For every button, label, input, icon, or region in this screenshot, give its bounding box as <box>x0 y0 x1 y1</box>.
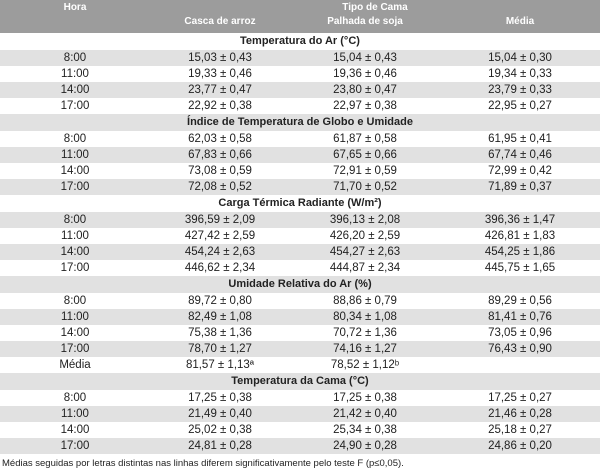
cell-casca-de-arroz: 22,92 ± 0,38 <box>188 100 252 112</box>
cell-hora: 8:00 <box>63 214 87 226</box>
cell-hora: 14:00 <box>60 424 90 436</box>
cell-casca-de-arroz: 21,49 ± 0,40 <box>188 408 252 420</box>
header-tipo-de-cama: Tipo de Cama <box>342 2 408 13</box>
cell-palhada-de-soja: 72,91 ± 0,59 <box>333 165 397 177</box>
table-row <box>0 131 600 147</box>
table-row <box>0 341 600 357</box>
cell-palhada-de-soja: 19,36 ± 0,46 <box>333 68 397 80</box>
cell-casca-de-arroz: 62,03 ± 0,58 <box>188 133 252 145</box>
cell-hora: 14:00 <box>60 327 90 339</box>
cell-media: 23,79 ± 0,33 <box>488 84 552 96</box>
cell-casca-de-arroz: 17,25 ± 0,38 <box>188 392 252 404</box>
table-row <box>0 228 600 244</box>
table-row <box>0 50 600 66</box>
cell-palhada-de-soja: 426,20 ± 2,59 <box>329 230 401 242</box>
table-row <box>0 438 600 454</box>
cell-casca-de-arroz: 89,72 ± 0,80 <box>188 295 252 307</box>
cell-palhada-de-soja: 70,72 ± 1,36 <box>333 327 397 339</box>
cell-palhada-de-soja: 67,65 ± 0,66 <box>333 149 397 161</box>
table-row <box>0 212 600 228</box>
cell-hora: 11:00 <box>61 68 89 80</box>
cell-media: 76,43 ± 0,90 <box>488 343 552 355</box>
cell-media: 71,89 ± 0,37 <box>488 181 552 193</box>
cell-hora: 8:00 <box>63 295 87 307</box>
cell-hora: 17:00 <box>60 343 90 355</box>
cell-casca-de-arroz: 15,03 ± 0,43 <box>188 52 252 64</box>
cell-hora: 17:00 <box>60 181 90 193</box>
cell-media: 445,75 ± 1,65 <box>484 262 556 274</box>
table-body <box>0 33 600 454</box>
cell-media: 61,95 ± 0,41 <box>488 133 552 145</box>
cell-media: 426,81 ± 1,83 <box>484 230 556 242</box>
cell-hora: 11:00 <box>61 230 89 242</box>
cell-hora: 8:00 <box>63 392 87 404</box>
cell-media: 24,86 ± 0,20 <box>488 440 552 452</box>
table-row <box>0 163 600 179</box>
cell-media: 21,46 ± 0,28 <box>488 408 552 420</box>
cell-palhada-de-soja: 88,86 ± 0,79 <box>333 295 397 307</box>
cell-palhada-de-soja: 61,87 ± 0,58 <box>333 133 397 145</box>
cell-media: 15,04 ± 0,30 <box>488 52 552 64</box>
table-row <box>0 260 600 276</box>
table-row <box>0 390 600 406</box>
cell-palhada-de-soja: 78,52 ± 1,12ᵇ <box>330 359 400 371</box>
cell-casca-de-arroz: 73,08 ± 0,59 <box>188 165 252 177</box>
table-row <box>0 179 600 195</box>
table-row <box>0 293 600 309</box>
cell-hora: 17:00 <box>60 262 90 274</box>
cell-media: 89,29 ± 0,56 <box>488 295 552 307</box>
table-row <box>0 357 600 373</box>
cell-casca-de-arroz: 78,70 ± 1,27 <box>188 343 252 355</box>
table-row <box>0 98 600 114</box>
cell-casca-de-arroz: 75,38 ± 1,36 <box>188 327 252 339</box>
section-title: Temperatura do Ar (°C) <box>240 35 360 47</box>
cell-palhada-de-soja: 22,97 ± 0,38 <box>333 100 397 112</box>
header-palhada-de-soja: Palhada de soja <box>327 16 403 27</box>
cell-casca-de-arroz: 82,49 ± 1,08 <box>188 311 252 323</box>
cell-media: 454,25 ± 1,86 <box>484 246 556 258</box>
table-row <box>0 325 600 341</box>
cell-casca-de-arroz: 25,02 ± 0,38 <box>188 424 252 436</box>
cell-hora: Média <box>59 359 91 371</box>
cell-casca-de-arroz: 67,83 ± 0,66 <box>188 149 252 161</box>
cell-hora: 14:00 <box>60 165 90 177</box>
cell-media: 81,41 ± 0,76 <box>488 311 552 323</box>
cell-casca-de-arroz: 396,59 ± 2,09 <box>184 214 256 226</box>
cell-hora: 11:00 <box>61 311 89 323</box>
cell-casca-de-arroz: 427,42 ± 2,59 <box>184 230 256 242</box>
cell-palhada-de-soja: 444,87 ± 2,34 <box>329 262 401 274</box>
cell-hora: 8:00 <box>63 52 87 64</box>
table-row <box>0 422 600 438</box>
section-title: Índice de Temperatura de Globo e Umidade <box>0 114 600 131</box>
cell-palhada-de-soja: 17,25 ± 0,38 <box>333 392 397 404</box>
section-title: Umidade Relativa do Ar (%) <box>0 276 600 293</box>
table-row <box>0 147 600 163</box>
cell-media: 72,99 ± 0,42 <box>488 165 552 177</box>
cell-hora: 17:00 <box>60 440 90 452</box>
cell-casca-de-arroz: 454,24 ± 2,63 <box>184 246 256 258</box>
cell-palhada-de-soja: 23,80 ± 0,47 <box>333 84 397 96</box>
cell-palhada-de-soja: 21,42 ± 0,40 <box>333 408 397 420</box>
cell-hora: 14:00 <box>60 84 90 96</box>
table-header <box>0 0 600 33</box>
header-casca-de-arroz: Casca de arroz <box>184 16 256 27</box>
cell-palhada-de-soja: 15,04 ± 0,43 <box>333 52 397 64</box>
table-row <box>0 66 600 82</box>
cell-media: 22,95 ± 0,27 <box>488 100 552 112</box>
footnote: Médias seguidas por letras distintas nas linhas diferem significativamente pelo teste F (p≤0,05). <box>2 458 404 469</box>
cell-media: 17,25 ± 0,27 <box>488 392 552 404</box>
cell-hora: 14:00 <box>60 246 90 258</box>
section-title: Temperatura da Cama (°C) <box>0 373 600 390</box>
cell-palhada-de-soja: 74,16 ± 1,27 <box>333 343 397 355</box>
cell-palhada-de-soja: 80,34 ± 1,08 <box>333 311 397 323</box>
table-row <box>0 82 600 98</box>
cell-palhada-de-soja: 25,34 ± 0,38 <box>333 424 397 436</box>
header-hora: Hora <box>63 2 87 13</box>
header-media: Média <box>505 16 535 27</box>
cell-media: 396,36 ± 1,47 <box>484 214 556 226</box>
cell-casca-de-arroz: 446,62 ± 2,34 <box>184 262 256 274</box>
cell-hora: 11:00 <box>61 149 89 161</box>
cell-media: 25,18 ± 0,27 <box>488 424 552 436</box>
table-row <box>0 309 600 325</box>
cell-casca-de-arroz: 24,81 ± 0,28 <box>188 440 252 452</box>
cell-hora: 11:00 <box>61 408 89 420</box>
cell-palhada-de-soja: 396,13 ± 2,08 <box>329 214 401 226</box>
cell-casca-de-arroz: 81,57 ± 1,13ª <box>185 359 255 371</box>
cell-casca-de-arroz: 23,77 ± 0,47 <box>188 84 252 96</box>
cell-casca-de-arroz: 72,08 ± 0,52 <box>188 181 252 193</box>
cell-palhada-de-soja: 71,70 ± 0,52 <box>333 181 397 193</box>
cell-hora: 17:00 <box>60 100 90 112</box>
cell-media: 67,74 ± 0,46 <box>488 149 552 161</box>
cell-casca-de-arroz: 19,33 ± 0,46 <box>188 68 252 80</box>
cell-media: 19,34 ± 0,33 <box>488 68 552 80</box>
section-title: Carga Térmica Radiante (W/m²) <box>218 197 382 209</box>
table-row <box>0 406 600 422</box>
cell-palhada-de-soja: 454,27 ± 2,63 <box>329 246 401 258</box>
table-row <box>0 244 600 260</box>
cell-palhada-de-soja: 24,90 ± 0,28 <box>333 440 397 452</box>
cell-media: 73,05 ± 0,96 <box>488 327 552 339</box>
cell-hora: 8:00 <box>63 133 87 145</box>
